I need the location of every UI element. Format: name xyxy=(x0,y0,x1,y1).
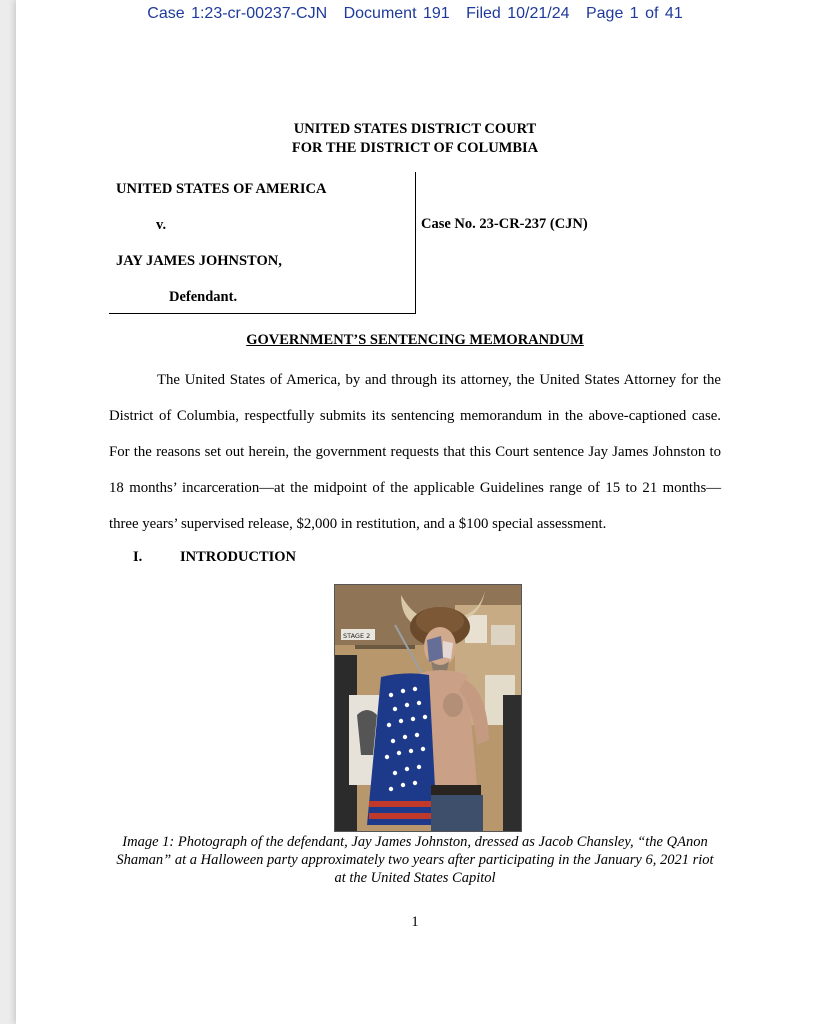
defendant-name: JAY JAMES JOHNSTON, xyxy=(116,253,282,269)
plaintiff-name: UNITED STATES OF AMERICA xyxy=(116,181,327,197)
section-title: INTRODUCTION xyxy=(180,549,297,565)
versus-label: v. xyxy=(156,217,167,233)
stamp-filed: Filed 10/21/24 xyxy=(466,5,570,22)
case-number: Case No. 23-CR-237 (CJN) xyxy=(421,216,588,232)
intro-paragraph-text: The United States of America, by and through its attorney, the United States Attorney for the District of Columbia, respectfully submits its sentencing memorandum in the above-captioned case. For the reasons set out herein, the government requests that this Court sentence Jay James Johnston to 18 months’ incarceration—at the midpoint of the applicable Guidelines range of 15 to 21 months—three years’ supervised release, $2,000 in restitution, and a $100 special assessment. xyxy=(109,372,721,532)
section-number: I. xyxy=(133,549,143,565)
court-district: FOR THE DISTRICT OF COLUMBIA xyxy=(291,140,539,156)
intro-paragraph xyxy=(109,362,721,542)
photograph-illustration xyxy=(335,585,521,831)
page-number: 1 xyxy=(411,914,419,930)
case-caption-box xyxy=(109,172,416,314)
stage-sign-text: STAGE 2 xyxy=(343,632,371,640)
memorandum-title: GOVERNMENT’S SENTENCING MEMORANDUM xyxy=(246,332,584,348)
image-caption: Image 1: Photograph of the defendant, Jay James Johnston, dressed as Jacob Chansley, “the QAnon Shaman” at a Halloween party approximately two years after participating in the January 6, 2021 riot at the United States Capitol xyxy=(116,834,714,886)
court-heading xyxy=(0,120,830,158)
stamp-page: Page 1 of 41 xyxy=(585,5,683,22)
stamp-case: Case 1:23-cr-00237-CJN xyxy=(147,5,328,22)
defendant-photograph xyxy=(334,584,522,832)
court-name: UNITED STATES DISTRICT COURT xyxy=(293,121,537,137)
ecf-header-stamp xyxy=(0,5,830,23)
defendant-label: Defendant. xyxy=(169,289,238,305)
stamp-document: Document 191 xyxy=(343,5,450,22)
section-heading xyxy=(133,549,296,566)
